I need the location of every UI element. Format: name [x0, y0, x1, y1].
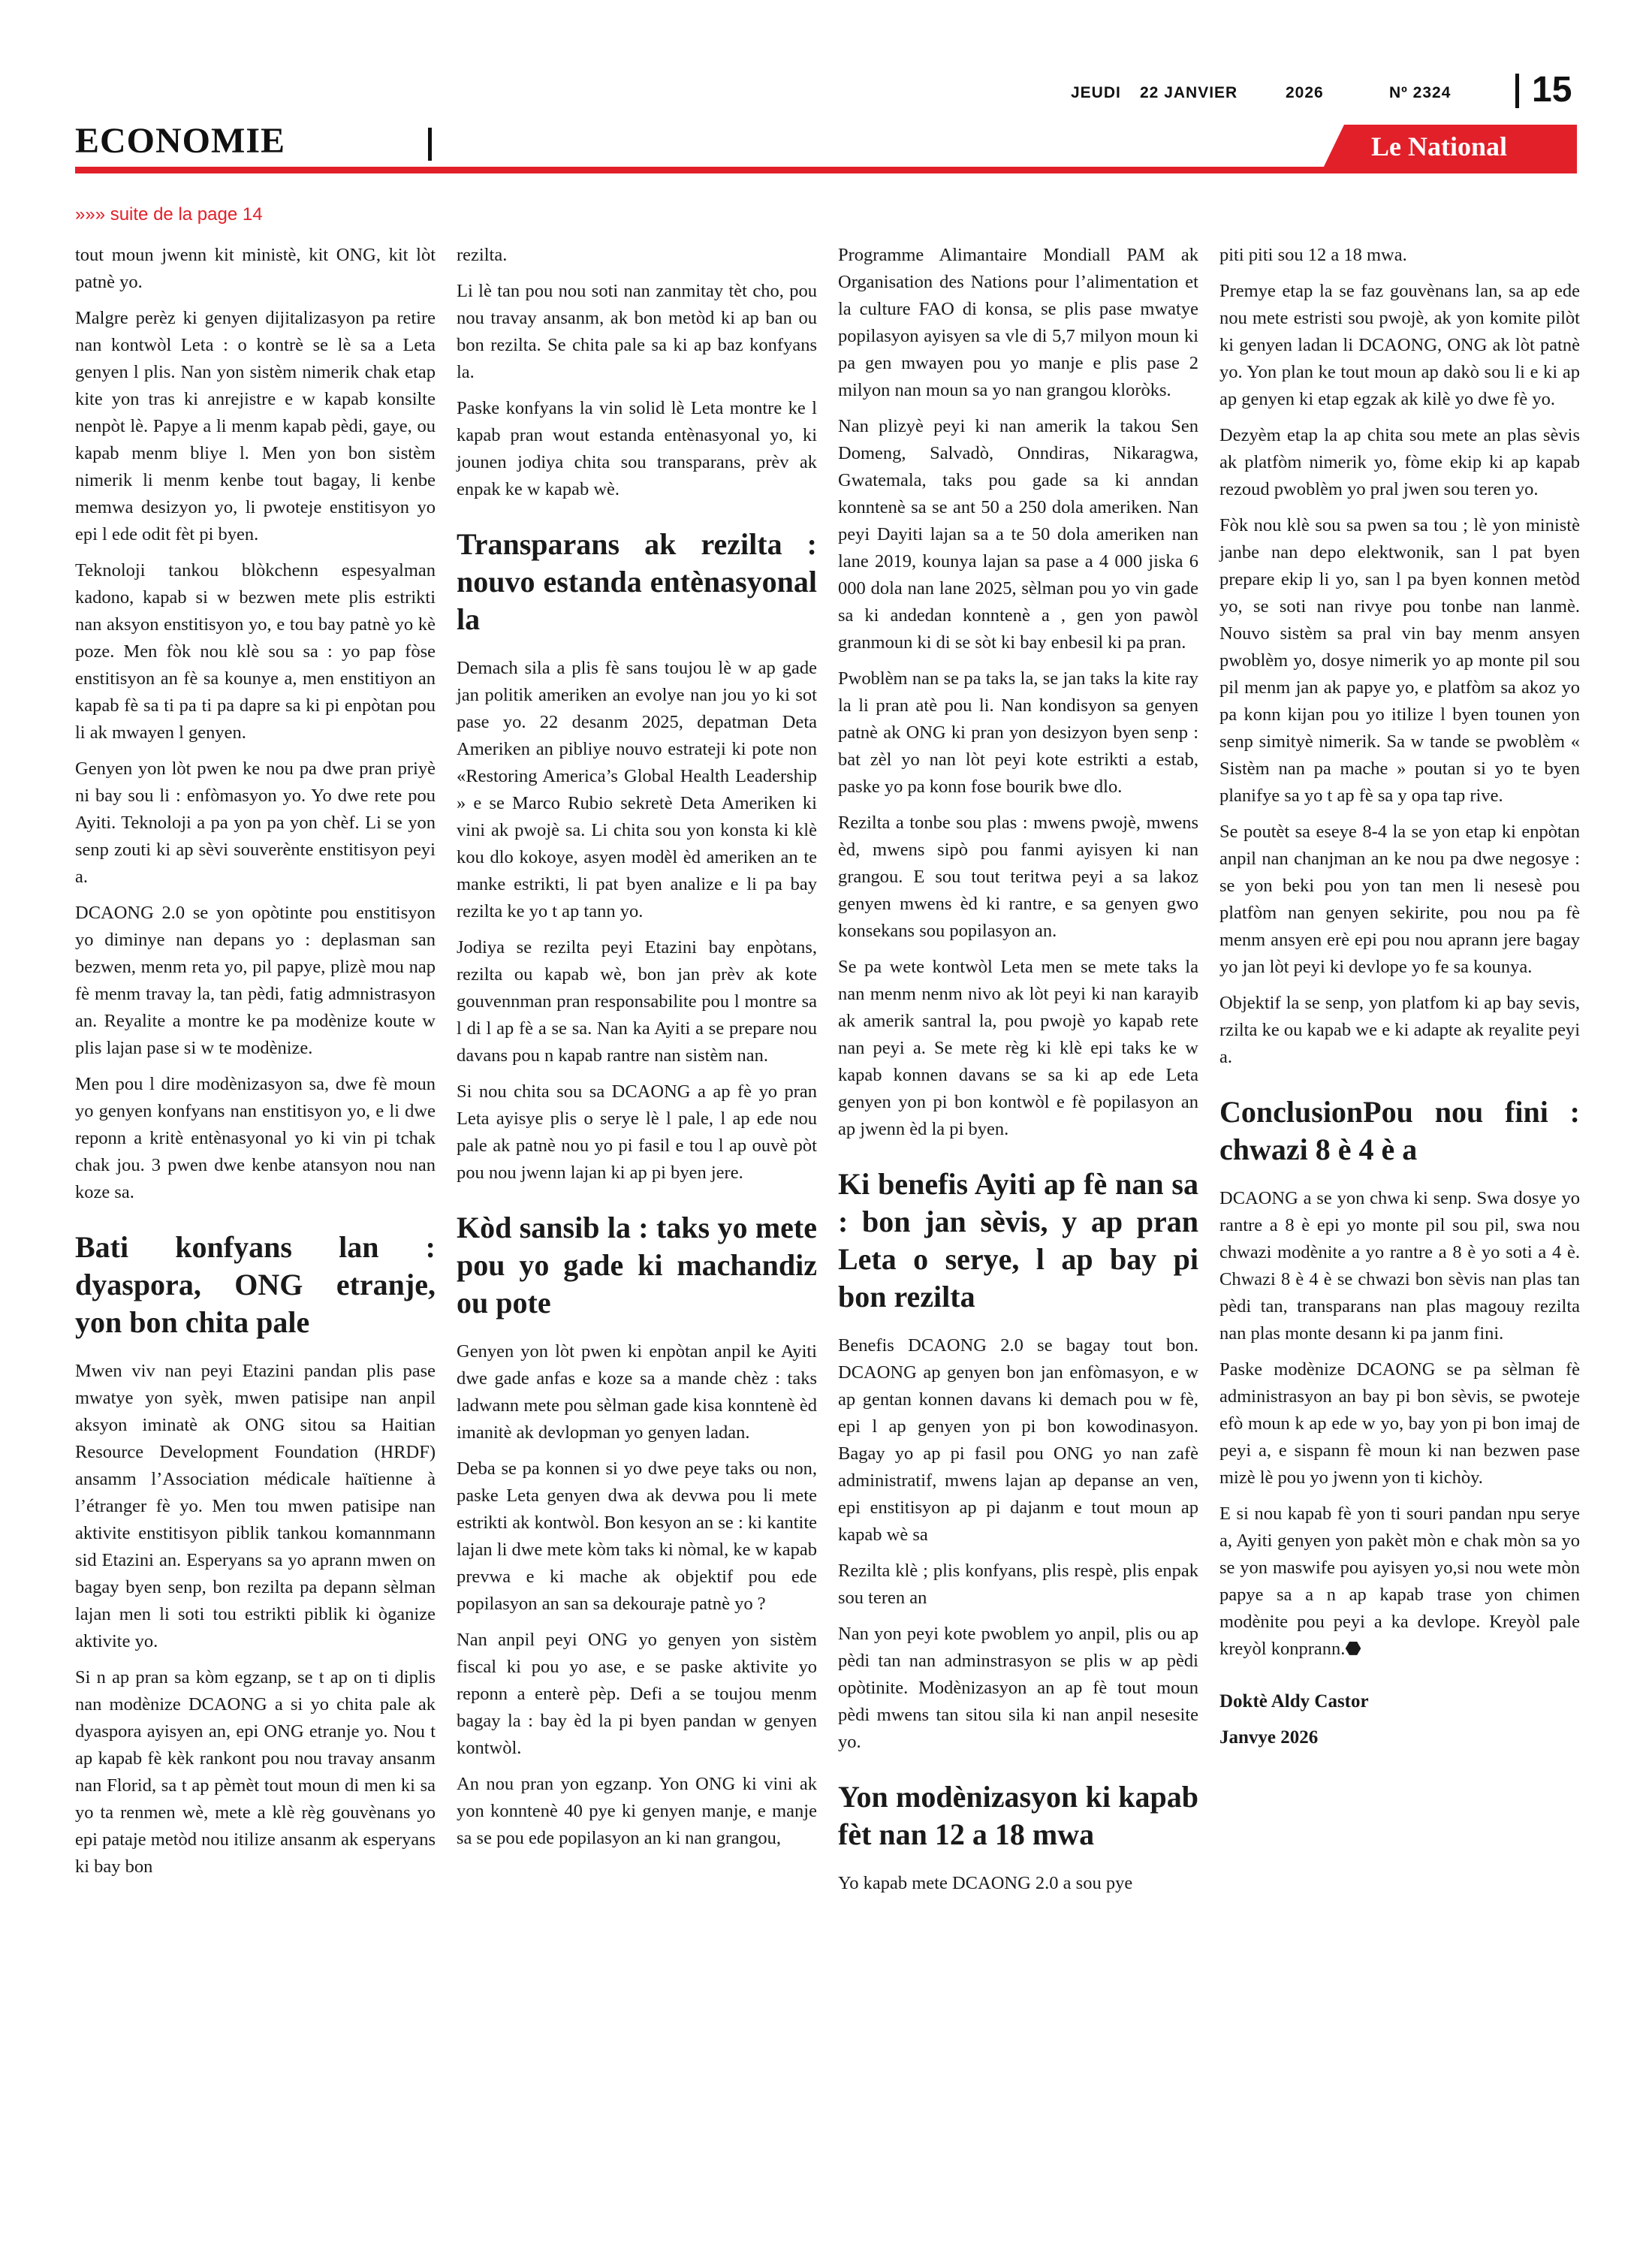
article-paragraph: tout moun jwenn kit ministè, kit ONG, kit lòt patnè yo.	[75, 245, 436, 292]
article-paragraph: Genyen yon lòt pwen ki enpòtan anpil ke Ayiti dwe gade anfas e koze sa a mande chèz : taks ladwann mete pou sèlman gade kisa konntenè èd imanitè ak devlopman yo genyen ladan.	[457, 1341, 817, 1443]
article-subheading: Kòd sansib la : taks yo mete pou yo gade ki machandiz ou pote	[457, 1211, 817, 1320]
author-signature: Doktè Aldy Castor	[1219, 1691, 1369, 1712]
article-paragraph: Premye etap la se faz gouvènans lan, sa ap ede nou mete estristi sou pwojè, ak yon komite pilòt ki genyen ladan li DCAONG, ONG ak lòt patnè yo. Yon plan ke tout moun ap dakò sou li e ki ap ap genyen ki etap egzak ak kilè yo dwe fè yo.	[1219, 281, 1580, 409]
article-paragraph: E si nou kapab fè yon ti souri pandan npu serye a, Ayiti genyen yon pakèt mòn e chak mòn sa yo se yon maswife pou ayisyen yo,si nou wete mòn papye sa a n ap kapab trase yon chimen modènite pou peyi a ka devlope. Kreyòl pale kreyòl konprann.⬣	[1219, 1504, 1580, 1659]
article-subheading: Yon modènizasyon ki kapab fèt nan 12 a 18 mwa	[838, 1780, 1198, 1851]
article-paragraph: rezilta.	[457, 245, 508, 265]
header-day: JEUDI	[1071, 84, 1121, 101]
article-paragraph: Nan anpil peyi ONG yo genyen yon sistèm fiscal ki pou yo ase, e se paske aktivite yo reponn a enterè pèp. Defi a se toujou menm bagay la : bay èd la pi byen pandan w genyen kontwòl.	[457, 1630, 817, 1758]
article-paragraph: Programme Alimantaire Mondiall PAM ak Organisation des Nations pour l’alimentation et la culture FAO di konsa, se plis pase mwatye popilasyon ayisyen sa vle di 5,7 milyon moun ki pa gen mwayen pou yo manje e plis pase 2 milyon nan moun sa yo nan grangou kloròks.	[838, 245, 1198, 400]
article-paragraph: Si n ap pran sa kòm egzanp, se t ap on ti diplis nan modènize DCAONG a si yo chita pale ak dyaspora ayisyen an, epi ONG etranje yo. Nou t ap kapab fè kèk rankont pou nou travay ansanm nan Florid, sa t ap pèmèt tout moun di men ki sa yo ta renmen wè, mete a klè règ gouvènans yo epi pataje metòd nou itilize ansanm ak esperyans ki bay bon	[75, 1667, 436, 1877]
article-paragraph: Pwoblèm nan se pa taks la, se jan taks la kite ray la li pran atè pou li. Nan kondisyon sa genyen patnè ak ONG ki pran yon desizyon byen senp : bat zèl yo nan lòt peyi kote estrikti a estab, paske yo pa konn fose bourik bwe dlo.	[838, 668, 1198, 797]
article-paragraph: Nan plizyè peyi ki nan amerik la takou Sen Domeng, Salvadò, Onndiras, Nikaragwa, Gwatemala, taks pou gade sa ki anndan konntenè sa se ant 50 a 250 dola ameriken. Nan peyi Dayiti lajan sa a te 50 dola ameriken nan lane 2019, kounya lajan sa pase a 4 000 jiska 6 000 dola nan lane 2025, sèlman pou yo vin gade sa ki andedan konntenè a , gen yon pawòl granmoun ki di se sòt ki bay enbesil ki pa pran.	[838, 416, 1198, 653]
article-paragraph: Objektif la se senp, yon platfom ki ap bay sevis, rzilta ke ou kapab we e ki adapte ak reyalite peyi a.	[1219, 993, 1580, 1067]
article-paragraph: Rezilta klè ; plis konfyans, plis respè, plis enpak sou teren an	[838, 1561, 1198, 1608]
article-subheading: Transparans ak rezilta : nouvo estanda entènasyonal la	[457, 527, 817, 636]
section-divider	[428, 128, 432, 161]
article-paragraph: Rezilta a tonbe sou plas : mwens pwojè, mwens èd, mwens sipò pou fanmi ayisyen ki nan grangou. E sou tout teritwa peyi a sa lakoz genyen mwens èd ki rantre, e sa genyen gwo konsekans sou popilasyon an.	[838, 813, 1198, 941]
article-paragraph: Si nou chita sou sa DCAONG a ap fè yo pran Leta ayisye plis o serye lè l pale, l ap ede nou pale ak patnè nou yo pi fasil e tou l ap ouvè pòt pou nou jwenn lajan ki ap pi byen jere.	[457, 1081, 817, 1183]
header-divider	[1515, 74, 1519, 108]
article-column-1	[75, 242, 436, 1890]
article-paragraph: An nou pran yon egzanp. Yon ONG ki vini ak yon konntenè 40 pye ki genyen manje, e manje sa se pou ede popilasyon an ki nan grangou,	[457, 1774, 817, 1848]
continued-from-note: »»» suite de la page 14	[75, 204, 263, 225]
article-paragraph: Dezyèm etap la ap chita sou mete an plas sèvis ak platfòm nimerik yo, fòme ekip ki ap kapab rezoud pwoblèm yo pral jwen sou teren yo.	[1219, 425, 1580, 499]
article-paragraph: Mwen viv nan peyi Etazini pandan plis pase mwatye yon syèk, mwen patisipe nan anpil aksyon iminatè ak ONG sitou sa Haitian Resource Development Foundation (HRDF) ansamm l’Association médicale haïtienne à l’étranger fè yo. Men tou mwen patisipe nan aktivite enstitisyon piblik tankou komannmann sid Etazini an. Esperyans sa yo aprann mwen on bagay byen senp, bon rezilta pa depann sèlman lajan men li soti tou estrikti piblik ki òganize aktivite yo.	[75, 1361, 436, 1651]
article-paragraph: Se poutèt sa eseye 8-4 la se yon etap ki enpòtan anpil nan chanjman an ke nou pa dwe negosye : se yon beki pou yon tan men li nesesè pou platfòm nan genyen sekirite, pou nou pa fè menm ansyen erè epi pou nou aprann jere bagay yo jan lòt peyi ki devlope yo fe sa kounya.	[1219, 822, 1580, 977]
signature-date: Janvye 2026	[1219, 1727, 1319, 1748]
header-date: 22 JANVIER	[1140, 84, 1238, 101]
article-paragraph: Deba se pa konnen si yo dwe peye taks ou non, paske Leta genyen dwa ak devwa pou li mete estrikti ak kontwòl. Bon kesyon an se : ki kantite lajan li dwe mete kòm taks ki nòmal, ke w kapab prevwa e ki mache ak objektif pou ede popilasyon an san sa dekouraje patnè yo ?	[457, 1458, 817, 1614]
article-column-2	[457, 242, 817, 1861]
article-paragraph: Benefis DCAONG 2.0 se bagay tout bon. DCAONG ap genyen bon jan enfòmasyon, e w ap gentan konnen davans ki demach pou w fè, epi l ap genyen yon pi bon kowodinasyon. Bagay yo ap pi fasil pou ONG yo nan zafè administratif, mwens lajan ap depanse an ven, epi enstitisyon ap pi dajanm e tout moun ap kapab wè sa	[838, 1335, 1198, 1545]
newspaper-brand: Le National	[1371, 131, 1508, 161]
article-paragraph: Paske modènize DCAONG se pa sèlman fè administrasyon an bay pi bon sèvis, se pwoteje efò moun k ap ede w yo, bay yon pi bon imaj de peyi a, e sispann fè moun ki nan bezwen pase mizè lè pou yo jwenn yon ti kichòy.	[1219, 1359, 1580, 1488]
article-paragraph: Paske konfyans la vin solid lè Leta montre ke l kapab pran wout estanda entènasyonal yo, ki jounen jodiya chita sou transparans, prèv ak enpak ke w kapab wè.	[457, 398, 817, 499]
article-paragraph: Se pa wete kontwòl Leta men se mete taks la nan menm nenm nivo ak lòt peyi ki nan karayib ak amerik santral la, pou pwojè yo kapab rete nan peyi a. Se mete règ ki klè epi taks ke w kapab konnen davans se sa ki ap ede Leta genyen yon pi bon kontwòl e fè popilasyon an ap jwenn èd la pi byen.	[838, 957, 1198, 1139]
article-paragraph: Nan yon peyi kote pwoblem yo anpil, plis ou ap pèdi tan nan adminstrasyon se plis w ap pèdi opòtinite. Modènizasyon an ap fè tout moun pèdi mwens tan sitou sila ki nan anpil nesesite yo.	[838, 1624, 1198, 1752]
article-column-4	[1219, 242, 1580, 1756]
page-number: 15	[1532, 70, 1572, 110]
article-column-3	[838, 242, 1198, 1906]
article-paragraph: Teknoloji tankou blòkchenn espesyalman kadono, kapab si w bezwen mete plis estrikti nan aksyon enstitisyon yo, e tou bay patnè yo kè poze. Men fòk nou klè sou sa : yo pap fòse enstitisyon an fè sa kounye a, men enstitiyon an kapab fè sa ti pa ti pa dapre sa ki pi enpòtan pou li ak mwayen l genyen.	[75, 560, 436, 743]
article-paragraph: Li lè tan pou nou soti nan zanmitay tèt cho, pou nou travay ansanm, ak bon metòd ki ap ban ou bon rezilta. Se chita pale sa ki ap baz konfyans la.	[457, 281, 817, 382]
article-subheading: ConclusionPou nou fini : chwazi 8 è 4 è a	[1219, 1095, 1580, 1166]
issue-number: Nº 2324	[1389, 84, 1452, 101]
article-subheading: Bati konfyans lan : dyaspora, ONG etranje, yon bon chita pale	[75, 1230, 436, 1339]
article-paragraph: DCAONG 2.0 se yon opòtinte pou enstitisyon yo diminye nan depans yo : deplasman san bezwen, menm reta yo, pil papye, plizè mou nap fè menm travay la, tan pèdi, fatig admnistrasyon an. Reyalite a montre ke pa modènize koute w plis lajan pase si w te modènize.	[75, 903, 436, 1058]
article-paragraph: Yo kapab mete DCAONG 2.0 a sou pye	[838, 1873, 1133, 1893]
section-title: ECONOMIE	[75, 121, 286, 161]
article-paragraph: Jodiya se rezilta peyi Etazini bay enpòtans, rezilta ou kapab wè, bon jan prèv ak kote gouvennman pran responsabilite pou l montre sa l di l ap fè a se sa. Nan ka Ayiti a se prepare nou davans pou n kapab rantre nan sistèm nan.	[457, 937, 817, 1066]
article-subheading: Ki benefis Ayiti ap fè nan sa : bon jan sèvis, y ap pran Leta o serye, l ap bay pi bon rezilta	[838, 1167, 1198, 1313]
article-paragraph: Malgre perèz ki genyen dijitalizasyon pa retire nan kontwòl Leta : o kontrè se lè sa a Leta genyen l plis. Nan yon sistèm nimerik chak etap kite yon tras ki anrejistre e w kapab konsilte nenpòt lè. Papye a li menm kapab pèdi, gaye, ou kapab menm bliye l. Men yon bon sistèm nimerik li menm kenbe tout bagay, li kenbe memwa desizyon yo, li pwoteje enstitisyon yo epi l ede odit fèt pi byen.	[75, 308, 436, 544]
article-paragraph: piti piti sou 12 a 18 mwa.	[1219, 245, 1407, 265]
article-paragraph: Fòk nou klè sou sa pwen sa tou ; lè yon ministè janbe nan depo elektwonik, san l pat byen prepare ekip li yo, san l pa byen konnen metòd yo, se soti nan rivye pou tonbe nan lanmè. Nouvo sistèm sa pral vin bay menm ansyen pwoblèm yo, dosye nimerik yo ap monte pil sou pil menm jan ak papye yo, e platfòm sa akoz yo pa konn kijan pou yo itilize l byen tounen yon senp simityè nimerik. Sa w tande se pwoblèm « Sistèm nan pa mache » poutan si yo te byen planifye sa yo t ap fè sa y opa tap rive.	[1219, 515, 1580, 806]
article-paragraph: DCAONG a se yon chwa ki senp. Swa dosye yo rantre a 8 è epi yo monte pil sou pil, swa nou chwazi modènite a yo rantre a 8 è yo soti a 4 è. Chwazi 8 è 4 è se chwazi bon sèvis nan plas tan pèdi tan, transparans nan plas magouy rezilta nan plas monte desann ki pa janm fini.	[1219, 1188, 1580, 1344]
article-paragraph: Genyen yon lòt pwen ke nou pa dwe pran priyè ni bay sou li : enfòmasyon yo. Yo dwe rete pou Ayiti. Teknoloji a pa yon pa yon chèf. Li se yon senp zouti ki ap sèvi souverènte enstitisyon peyi a.	[75, 759, 436, 887]
article-paragraph: Men pou l dire modènizasyon sa, dwe fè moun yo genyen konfyans nan enstitisyon yo, e li dwe reponn a kritè entènasyonal yo ki vin pi tchak chak jou. 3 pwen dwe kenbe atansyon nou nan koze sa.	[75, 1074, 436, 1202]
article-paragraph: Demach sila a plis fè sans toujou lè w ap gade jan politik ameriken an evolye nan jou yo ki sot pase yo. 22 desanm 2025, depatman Deta Ameriken an pibliye nouvo estrateji ki pote non «Restoring America’s Global Health Leadership » e se Marco Rubio sekretè Deta Ameriken ki vini ak pwojè sa. Li chita sou yon konsta ki klè kou dlo kokoye, asyen modèl èd ameriken an te manke estrikti, li pat byen analize e li pa bay rezilta ke yo t ap tann yo.	[457, 658, 817, 921]
header-year: 2026	[1286, 84, 1324, 101]
